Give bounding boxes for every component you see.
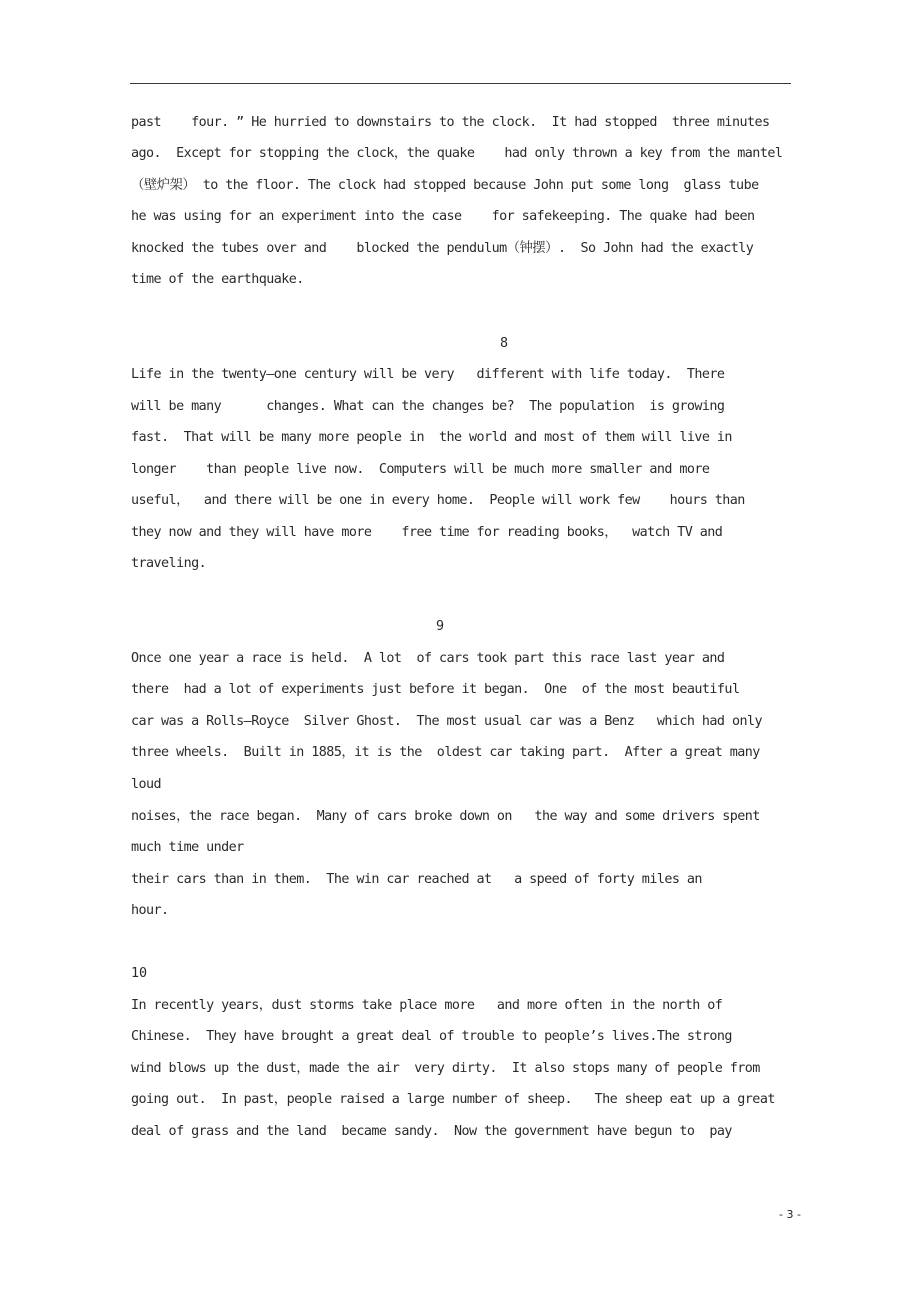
text-line: useful， and there will be one in every home. People will work few hours than <box>131 493 745 508</box>
text-line: time of the earthquake. <box>131 272 304 287</box>
text-line: they now and they will have more free time for reading books， watch TV and <box>131 525 723 540</box>
text-line: hour. <box>131 903 169 918</box>
page-number: - 3 - <box>779 1208 801 1221</box>
text-line: wind blows up the dust，made the air very dirty. It also stops many of people from <box>131 1061 760 1076</box>
text-line: noises，the race began. Many of cars broke down on the way and some drivers spent <box>131 809 760 824</box>
text-line: In recently years，dust storms take place more and more often in the north of <box>131 998 723 1013</box>
section-number: 10 <box>131 966 148 981</box>
text-line: there had a lot of experiments just before it began. One of the most beautiful <box>131 682 740 697</box>
text-line: car was a Rolls—Royce Silver Ghost. The most usual car was a Benz which had only <box>131 714 762 729</box>
text-line: going out. In past，people raised a large number of sheep. The sheep eat up a great <box>131 1092 775 1107</box>
text-line: he was using for an experiment into the case for safekeeping. The quake had been <box>131 209 755 224</box>
text-line: deal of grass and the land became sandy. Now the government have begun to pay <box>131 1124 732 1139</box>
header-rule <box>130 83 791 84</box>
text-line: Once one year a race is held. A lot of cars took part this race last year and <box>131 651 725 666</box>
text-line: their cars than in them. The win car reached at a speed of forty miles an <box>131 872 702 887</box>
text-line: fast. That will be many more people in the world and most of them will live in <box>131 430 732 445</box>
section-number: 9 <box>436 619 445 634</box>
text-line: three wheels. Built in 1885，it is the oldest car taking part. After a great many <box>131 745 760 760</box>
text-line: much time under <box>131 840 244 855</box>
text-line: longer than people live now. Computers will be much more smaller and more <box>131 462 710 477</box>
text-line: traveling. <box>131 556 207 571</box>
text-line: ago. Except for stopping the clock，the quake had only thrown a key from the mantel <box>131 146 783 161</box>
text-line: will be many changes. What can the changes be? The population is growing <box>131 399 725 414</box>
text-line: past four. ” He hurried to downstairs to the clock. It had stopped three minutes <box>131 115 770 130</box>
text-line: knocked the tubes over and blocked the pendulum（钟摆）. So John had the exactly <box>131 241 754 256</box>
section-number: 8 <box>500 336 509 351</box>
text-line: （壁炉架） to the floor. The clock had stopped because John put some long glass tube <box>131 178 759 193</box>
text-line: loud <box>131 777 162 792</box>
text-line: Chinese. They have brought a great deal of trouble to people’s lives.The strong <box>131 1029 732 1044</box>
text-line: Life in the twenty—one century will be very different with life today. There <box>131 367 725 382</box>
